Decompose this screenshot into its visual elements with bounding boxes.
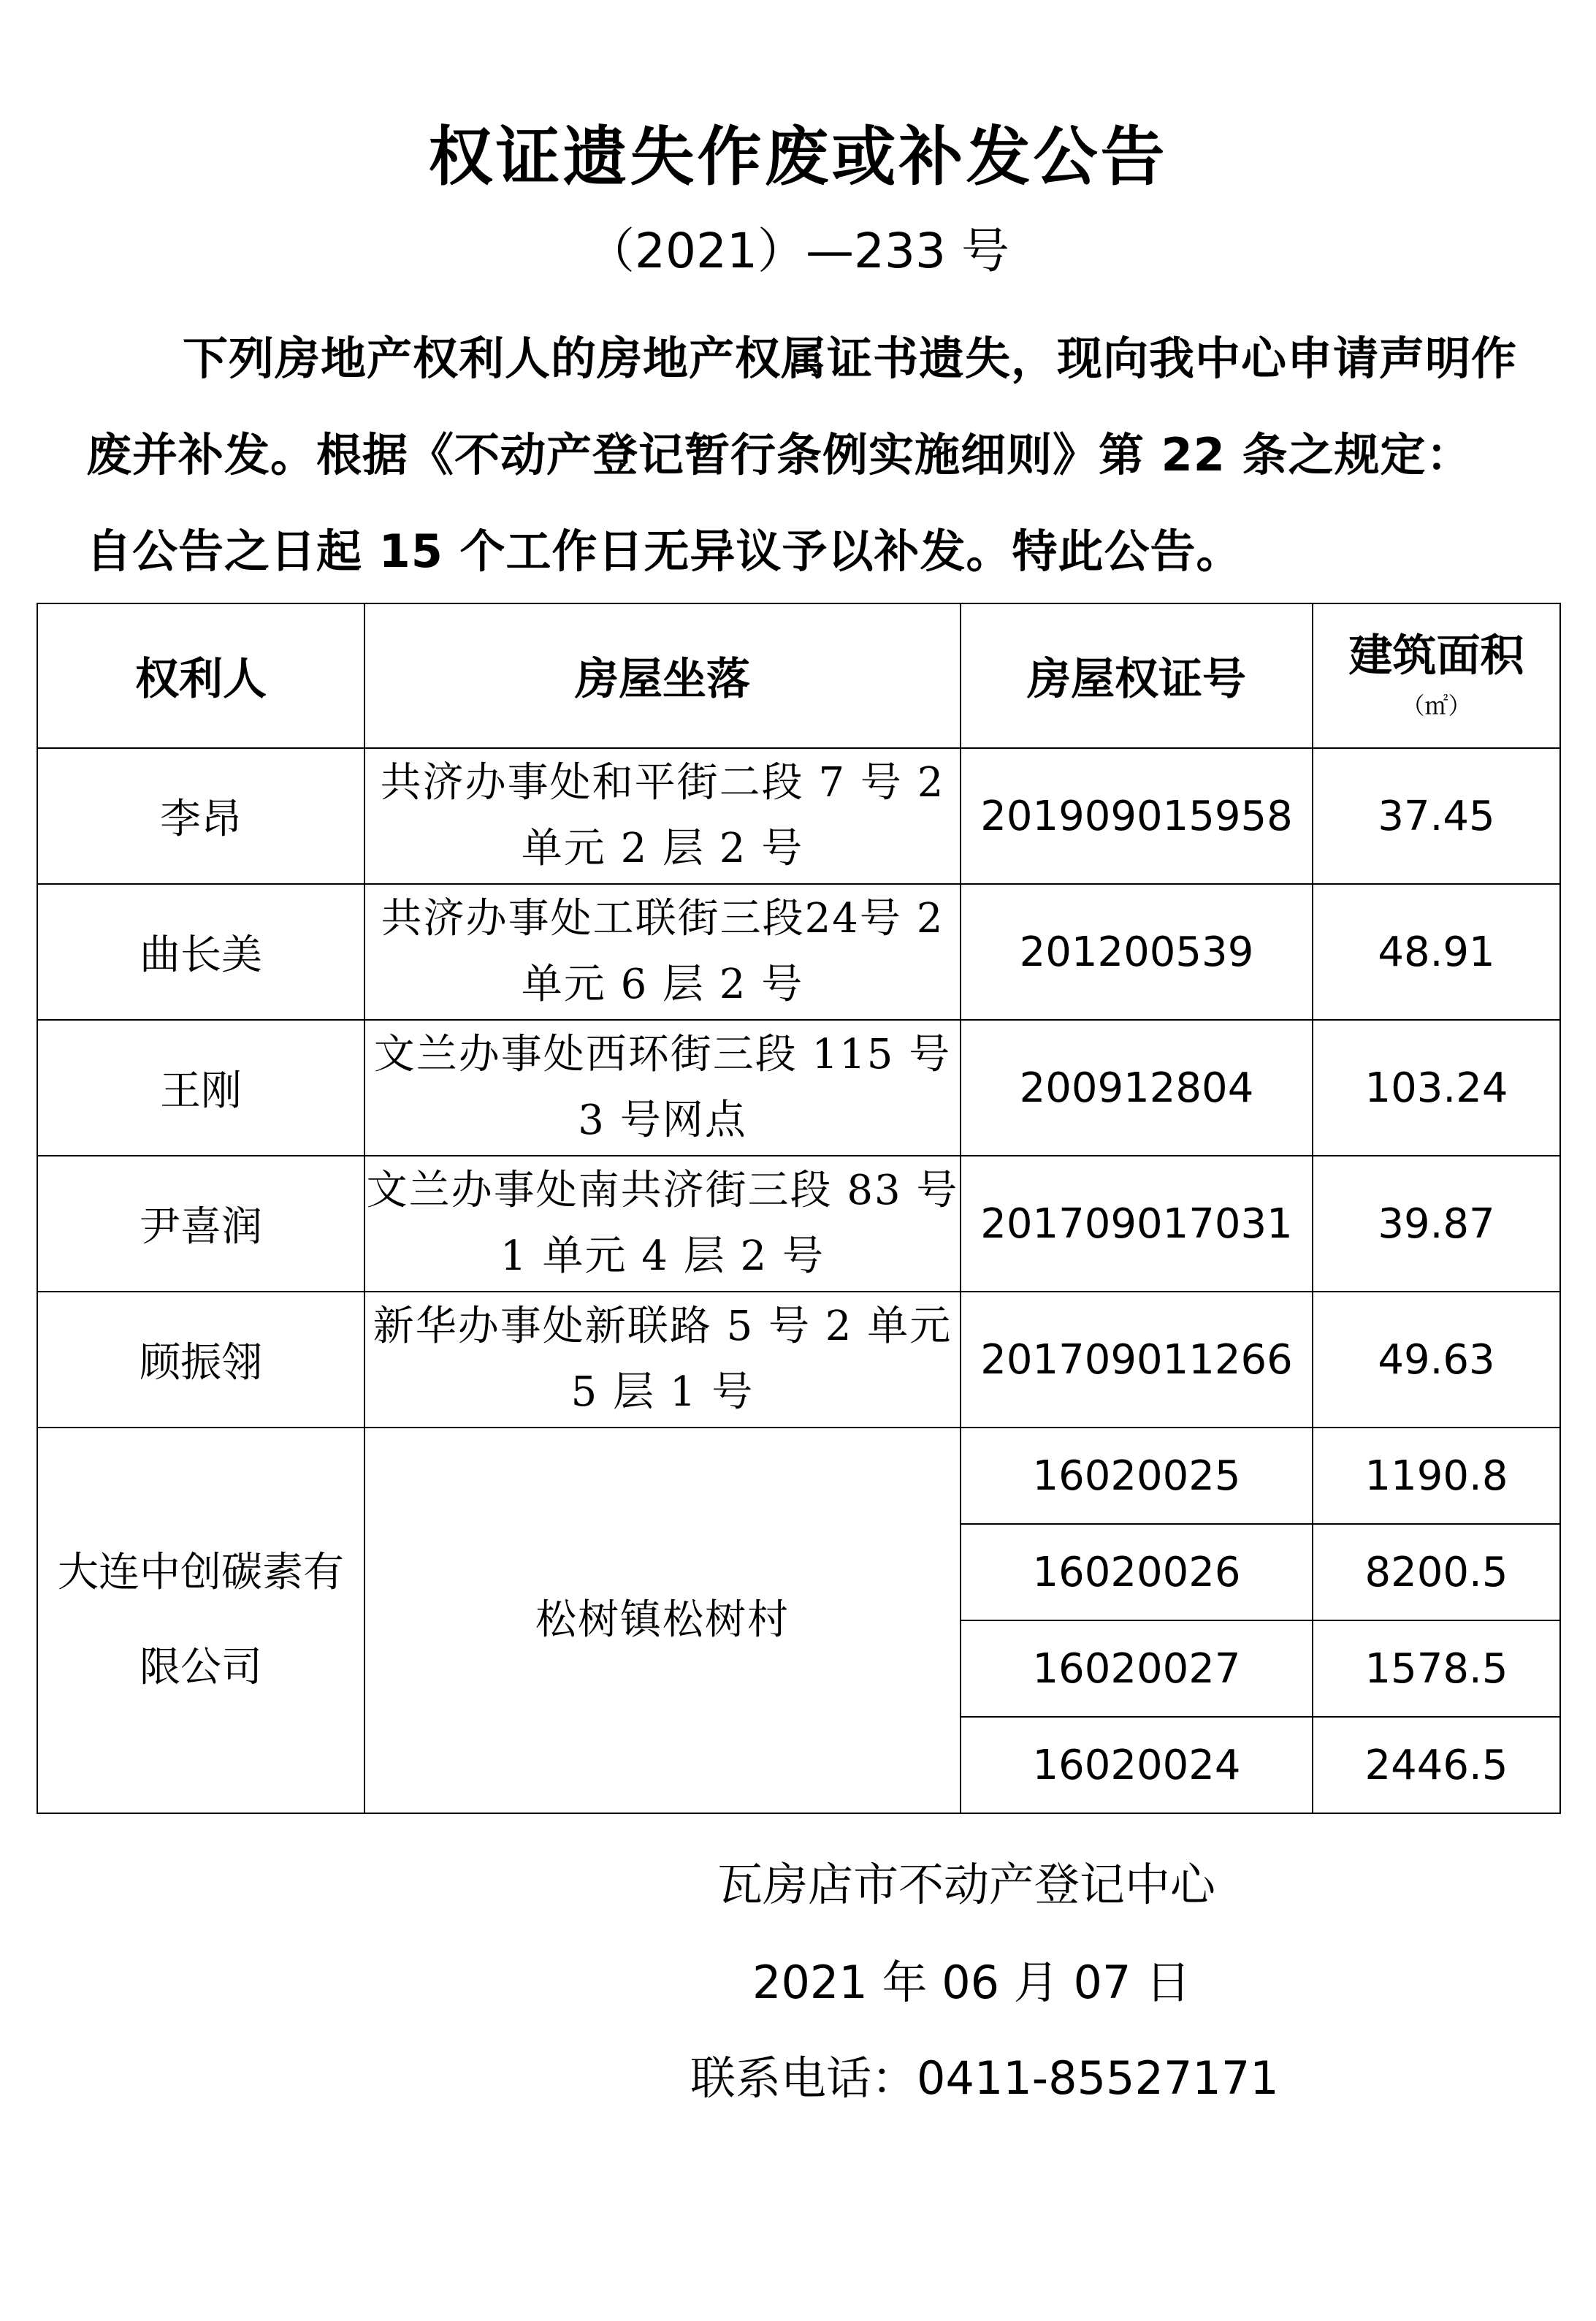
group-location-cell: 松树镇松树村 [364, 1428, 961, 1813]
table-row [37, 1156, 1560, 1292]
holder-cell: 王刚 [37, 1020, 364, 1156]
location-cell: 文兰办事处西环街三段 115 号 3 号网点 [364, 1020, 961, 1156]
area-cell: 103.24 [1313, 1020, 1560, 1156]
issue-date: 2021 年 06 月 07 日 [752, 1956, 1191, 2009]
area-cell: 8200.5 [1313, 1524, 1560, 1620]
location-cell: 文兰办事处南共济街三段 83 号 1 单元 4 层 2 号 [364, 1156, 961, 1292]
header-holder: 权利人 [37, 603, 364, 748]
header-area-label: 建筑面积 [1348, 630, 1524, 682]
table-row [37, 884, 1560, 1020]
cert-no-cell: 200912804 [961, 1020, 1313, 1156]
cert-no-cell: 16020027 [961, 1620, 1313, 1717]
header-area-unit: （㎡） [1401, 692, 1472, 720]
area-cell: 1578.5 [1313, 1620, 1560, 1717]
notice-title: 权证遗失作废或补发公告 [428, 119, 1168, 194]
table-row [37, 1020, 1560, 1156]
cert-no-cell: 16020024 [961, 1717, 1313, 1813]
area-cell: 49.63 [1313, 1292, 1560, 1428]
cert-no-cell: 201709017031 [961, 1156, 1313, 1292]
location-cell: 共济办事处工联街三段24号 2 单元 6 层 2 号 [364, 884, 961, 1020]
area-cell: 1190.8 [1313, 1428, 1560, 1524]
area-cell: 48.91 [1313, 884, 1560, 1020]
cert-no-cell: 201909015958 [961, 748, 1313, 884]
header-location: 房屋坐落 [364, 603, 961, 748]
header-cert-no: 房屋权证号 [961, 603, 1313, 748]
area-cell: 39.87 [1313, 1156, 1560, 1292]
intro-paragraph: 下列房地产权利人的房地产权属证书遗失，现向我中心申请声明作废并补发。根据《不动产登记暂行条例实施细则》第 22 条之规定：自公告之日起 15 个工作日无异议予以补发。特此公告。 [86, 332, 1518, 578]
holder-cell: 曲长美 [37, 884, 364, 1020]
cert-no-cell: 16020025 [961, 1428, 1313, 1524]
cert-no-cell: 201200539 [961, 884, 1313, 1020]
table-row [37, 748, 1560, 884]
holder-cell: 李昂 [37, 748, 364, 884]
issuing-organization: 瓦房店市不动产登记中心 [717, 1858, 1216, 1911]
area-cell: 2446.5 [1313, 1717, 1560, 1813]
holder-cell: 尹喜润 [37, 1156, 364, 1292]
cert-no-cell: 201709011266 [961, 1292, 1313, 1428]
holder-cell: 顾振翎 [37, 1292, 364, 1428]
header-area [1313, 603, 1560, 748]
table-row [37, 1428, 1560, 1524]
records-table [37, 603, 1561, 1814]
location-cell: 共济办事处和平街二段 7 号 2 单元 2 层 2 号 [364, 748, 961, 884]
contact-phone: 联系电话：0411-85527171 [690, 2051, 1279, 2105]
cert-no-cell: 16020026 [961, 1524, 1313, 1620]
group-holder-cell: 大连中创碳素有限公司 [37, 1428, 364, 1813]
document-number: （2021）—233 号 [587, 223, 1009, 279]
location-cell: 新华办事处新联路 5 号 2 单元 5 层 1 号 [364, 1292, 961, 1428]
area-cell: 37.45 [1313, 748, 1560, 884]
table-row [37, 1292, 1560, 1428]
table-header-row [37, 603, 1560, 748]
